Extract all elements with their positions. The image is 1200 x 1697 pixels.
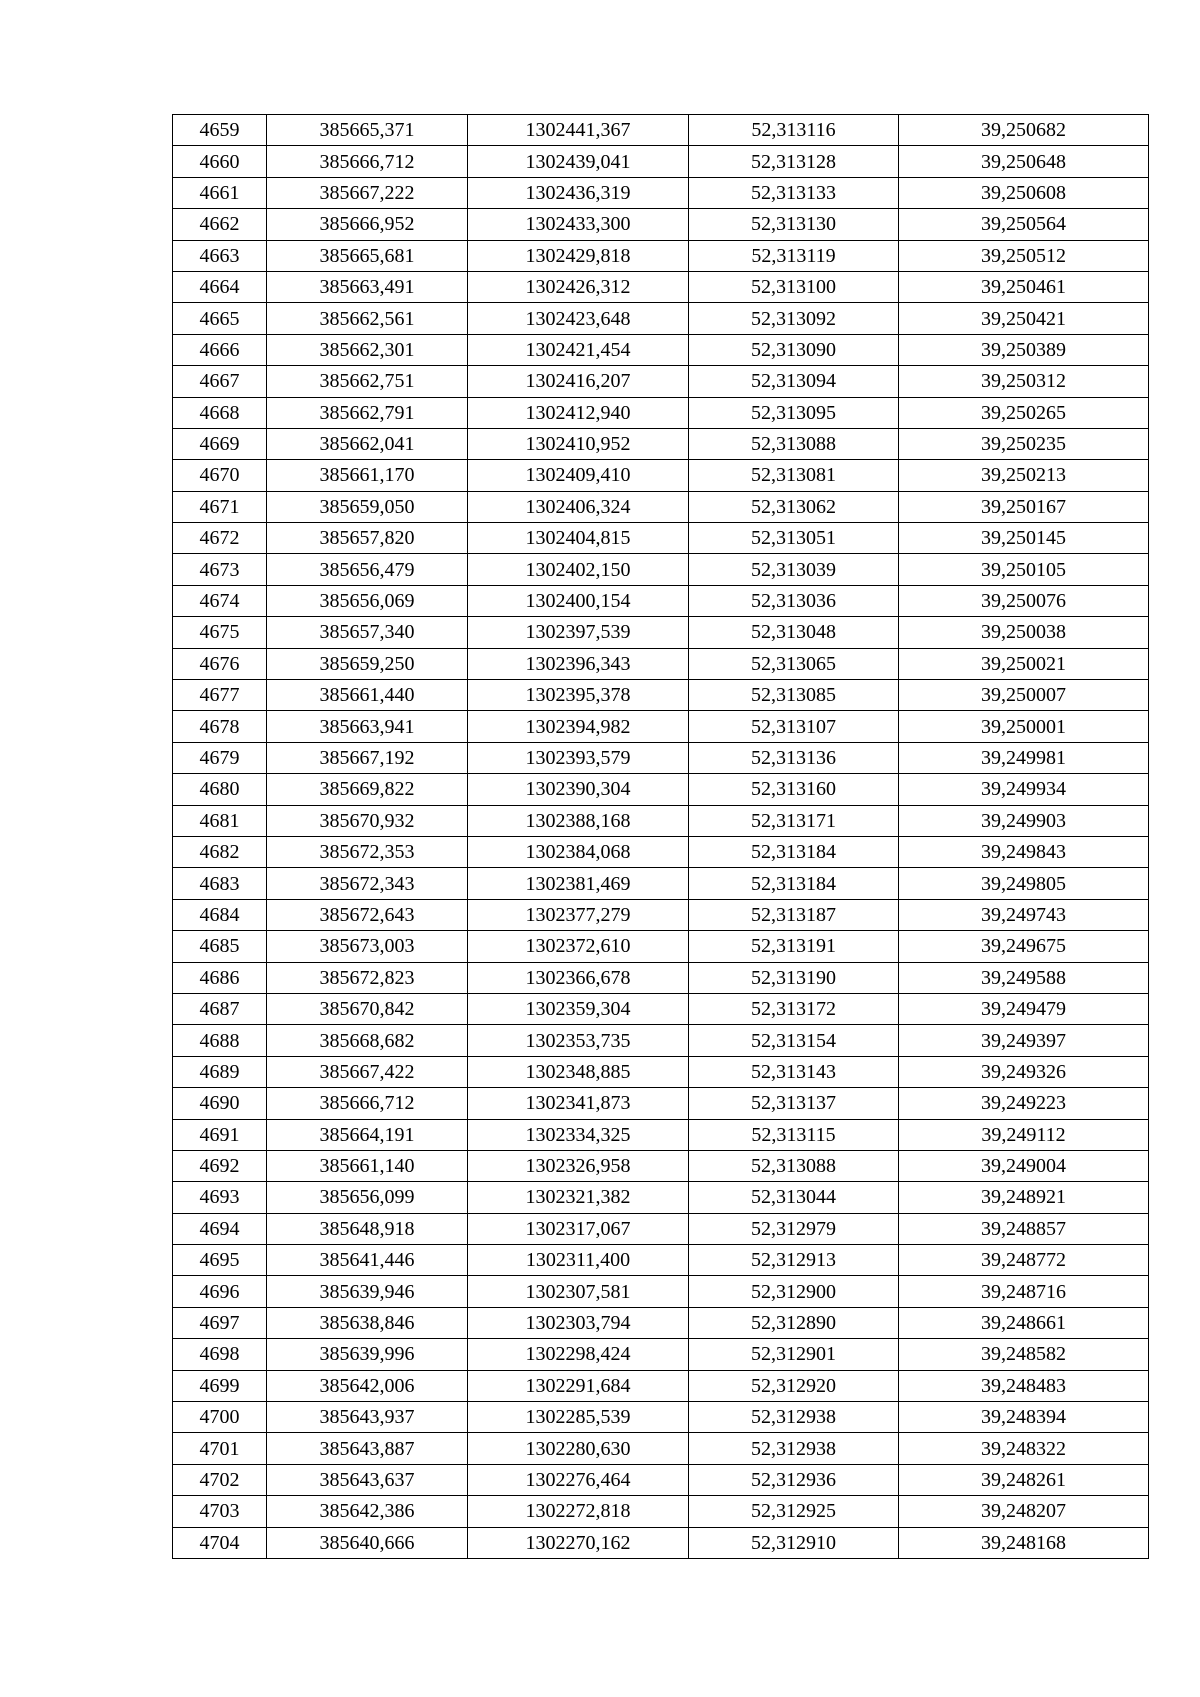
- point-number-cell: 4687: [173, 993, 267, 1024]
- latitude-cell: 52,313115: [689, 1119, 899, 1150]
- longitude-cell: 39,250105: [899, 554, 1149, 585]
- latitude-cell: 52,312936: [689, 1464, 899, 1495]
- longitude-cell: 39,250021: [899, 648, 1149, 679]
- y-coordinate-cell: 1302410,952: [468, 428, 689, 459]
- latitude-cell: 52,312938: [689, 1433, 899, 1464]
- latitude-cell: 52,313062: [689, 491, 899, 522]
- longitude-cell: 39,248394: [899, 1402, 1149, 1433]
- x-coordinate-cell: 385642,386: [267, 1496, 468, 1527]
- y-coordinate-cell: 1302384,068: [468, 836, 689, 867]
- point-number-cell: 4666: [173, 334, 267, 365]
- latitude-cell: 52,312979: [689, 1213, 899, 1244]
- y-coordinate-cell: 1302381,469: [468, 868, 689, 899]
- x-coordinate-cell: 385641,446: [267, 1245, 468, 1276]
- latitude-cell: 52,313051: [689, 523, 899, 554]
- point-number-cell: 4699: [173, 1370, 267, 1401]
- longitude-cell: 39,249223: [899, 1088, 1149, 1119]
- y-coordinate-cell: 1302390,304: [468, 774, 689, 805]
- point-number-cell: 4684: [173, 899, 267, 930]
- y-coordinate-cell: 1302276,464: [468, 1464, 689, 1495]
- y-coordinate-cell: 1302406,324: [468, 491, 689, 522]
- y-coordinate-cell: 1302334,325: [468, 1119, 689, 1150]
- y-coordinate-cell: 1302400,154: [468, 585, 689, 616]
- table-row: [173, 523, 1149, 554]
- latitude-cell: 52,313081: [689, 460, 899, 491]
- longitude-cell: 39,250001: [899, 711, 1149, 742]
- longitude-cell: 39,248261: [899, 1464, 1149, 1495]
- x-coordinate-cell: 385662,561: [267, 303, 468, 334]
- point-number-cell: 4700: [173, 1402, 267, 1433]
- point-number-cell: 4663: [173, 240, 267, 271]
- y-coordinate-cell: 1302412,940: [468, 397, 689, 428]
- latitude-cell: 52,313154: [689, 1025, 899, 1056]
- longitude-cell: 39,248483: [899, 1370, 1149, 1401]
- y-coordinate-cell: 1302393,579: [468, 742, 689, 773]
- table-row: [173, 1307, 1149, 1338]
- longitude-cell: 39,248168: [899, 1527, 1149, 1558]
- table-row: [173, 1464, 1149, 1495]
- x-coordinate-cell: 385638,846: [267, 1307, 468, 1338]
- table-row: [173, 240, 1149, 271]
- y-coordinate-cell: 1302394,982: [468, 711, 689, 742]
- longitude-cell: 39,250564: [899, 209, 1149, 240]
- longitude-cell: 39,248716: [899, 1276, 1149, 1307]
- x-coordinate-cell: 385666,952: [267, 209, 468, 240]
- x-coordinate-cell: 385659,050: [267, 491, 468, 522]
- point-number-cell: 4695: [173, 1245, 267, 1276]
- x-coordinate-cell: 385673,003: [267, 931, 468, 962]
- y-coordinate-cell: 1302416,207: [468, 366, 689, 397]
- table-row: [173, 1056, 1149, 1087]
- longitude-cell: 39,249326: [899, 1056, 1149, 1087]
- x-coordinate-cell: 385661,140: [267, 1150, 468, 1181]
- x-coordinate-cell: 385662,301: [267, 334, 468, 365]
- x-coordinate-cell: 385659,250: [267, 648, 468, 679]
- point-number-cell: 4697: [173, 1307, 267, 1338]
- x-coordinate-cell: 385667,422: [267, 1056, 468, 1087]
- latitude-cell: 52,312900: [689, 1276, 899, 1307]
- latitude-cell: 52,313171: [689, 805, 899, 836]
- longitude-cell: 39,249397: [899, 1025, 1149, 1056]
- x-coordinate-cell: 385666,712: [267, 1088, 468, 1119]
- longitude-cell: 39,248772: [899, 1245, 1149, 1276]
- y-coordinate-cell: 1302317,067: [468, 1213, 689, 1244]
- longitude-cell: 39,249981: [899, 742, 1149, 773]
- table-row: [173, 1025, 1149, 1056]
- point-number-cell: 4667: [173, 366, 267, 397]
- longitude-cell: 39,250648: [899, 146, 1149, 177]
- longitude-cell: 39,249479: [899, 993, 1149, 1024]
- y-coordinate-cell: 1302285,539: [468, 1402, 689, 1433]
- latitude-cell: 52,313094: [689, 366, 899, 397]
- point-number-cell: 4662: [173, 209, 267, 240]
- longitude-cell: 39,250145: [899, 523, 1149, 554]
- y-coordinate-cell: 1302326,958: [468, 1150, 689, 1181]
- latitude-cell: 52,313088: [689, 1150, 899, 1181]
- point-number-cell: 4688: [173, 1025, 267, 1056]
- x-coordinate-cell: 385639,946: [267, 1276, 468, 1307]
- point-number-cell: 4674: [173, 585, 267, 616]
- longitude-cell: 39,250312: [899, 366, 1149, 397]
- x-coordinate-cell: 385642,006: [267, 1370, 468, 1401]
- longitude-cell: 39,248582: [899, 1339, 1149, 1370]
- table-row: [173, 1150, 1149, 1181]
- latitude-cell: 52,313036: [689, 585, 899, 616]
- point-number-cell: 4665: [173, 303, 267, 334]
- longitude-cell: 39,248857: [899, 1213, 1149, 1244]
- latitude-cell: 52,312910: [689, 1527, 899, 1558]
- x-coordinate-cell: 385666,712: [267, 146, 468, 177]
- x-coordinate-cell: 385663,491: [267, 271, 468, 302]
- table-row: [173, 1119, 1149, 1150]
- latitude-cell: 52,313085: [689, 680, 899, 711]
- y-coordinate-cell: 1302429,818: [468, 240, 689, 271]
- longitude-cell: 39,250213: [899, 460, 1149, 491]
- y-coordinate-cell: 1302272,818: [468, 1496, 689, 1527]
- x-coordinate-cell: 385664,191: [267, 1119, 468, 1150]
- latitude-cell: 52,313128: [689, 146, 899, 177]
- longitude-cell: 39,250167: [899, 491, 1149, 522]
- y-coordinate-cell: 1302441,367: [468, 115, 689, 146]
- point-number-cell: 4701: [173, 1433, 267, 1464]
- table-row: [173, 554, 1149, 585]
- point-number-cell: 4668: [173, 397, 267, 428]
- latitude-cell: 52,313044: [689, 1182, 899, 1213]
- table-row: [173, 1276, 1149, 1307]
- table-row: [173, 585, 1149, 616]
- y-coordinate-cell: 1302298,424: [468, 1339, 689, 1370]
- latitude-cell: 52,313090: [689, 334, 899, 365]
- point-number-cell: 4672: [173, 523, 267, 554]
- latitude-cell: 52,313137: [689, 1088, 899, 1119]
- point-number-cell: 4669: [173, 428, 267, 459]
- table-row: [173, 1402, 1149, 1433]
- table-row: [173, 115, 1149, 146]
- x-coordinate-cell: 385669,822: [267, 774, 468, 805]
- latitude-cell: 52,313116: [689, 115, 899, 146]
- table-row: [173, 397, 1149, 428]
- table-row: [173, 962, 1149, 993]
- y-coordinate-cell: 1302359,304: [468, 993, 689, 1024]
- longitude-cell: 39,248322: [899, 1433, 1149, 1464]
- longitude-cell: 39,249934: [899, 774, 1149, 805]
- latitude-cell: 52,313191: [689, 931, 899, 962]
- x-coordinate-cell: 385667,192: [267, 742, 468, 773]
- point-number-cell: 4679: [173, 742, 267, 773]
- latitude-cell: 52,313095: [689, 397, 899, 428]
- longitude-cell: 39,249588: [899, 962, 1149, 993]
- latitude-cell: 52,313190: [689, 962, 899, 993]
- table-row: [173, 836, 1149, 867]
- x-coordinate-cell: 385668,682: [267, 1025, 468, 1056]
- x-coordinate-cell: 385656,099: [267, 1182, 468, 1213]
- x-coordinate-cell: 385656,479: [267, 554, 468, 585]
- latitude-cell: 52,313130: [689, 209, 899, 240]
- x-coordinate-cell: 385662,751: [267, 366, 468, 397]
- longitude-cell: 39,249805: [899, 868, 1149, 899]
- latitude-cell: 52,312913: [689, 1245, 899, 1276]
- x-coordinate-cell: 385648,918: [267, 1213, 468, 1244]
- point-number-cell: 4664: [173, 271, 267, 302]
- point-number-cell: 4681: [173, 805, 267, 836]
- point-number-cell: 4703: [173, 1496, 267, 1527]
- longitude-cell: 39,249903: [899, 805, 1149, 836]
- x-coordinate-cell: 385661,440: [267, 680, 468, 711]
- point-number-cell: 4692: [173, 1150, 267, 1181]
- table-row: [173, 742, 1149, 773]
- point-number-cell: 4660: [173, 146, 267, 177]
- longitude-cell: 39,250076: [899, 585, 1149, 616]
- table-row: [173, 711, 1149, 742]
- table-row: [173, 805, 1149, 836]
- longitude-cell: 39,248661: [899, 1307, 1149, 1338]
- longitude-cell: 39,249743: [899, 899, 1149, 930]
- longitude-cell: 39,248921: [899, 1182, 1149, 1213]
- point-number-cell: 4686: [173, 962, 267, 993]
- y-coordinate-cell: 1302280,630: [468, 1433, 689, 1464]
- point-number-cell: 4698: [173, 1339, 267, 1370]
- table-row: [173, 1433, 1149, 1464]
- table-row: [173, 271, 1149, 302]
- longitude-cell: 39,250682: [899, 115, 1149, 146]
- table-row: [173, 491, 1149, 522]
- x-coordinate-cell: 385643,887: [267, 1433, 468, 1464]
- latitude-cell: 52,312920: [689, 1370, 899, 1401]
- point-number-cell: 4670: [173, 460, 267, 491]
- point-number-cell: 4675: [173, 617, 267, 648]
- x-coordinate-cell: 385639,996: [267, 1339, 468, 1370]
- y-coordinate-cell: 1302397,539: [468, 617, 689, 648]
- longitude-cell: 39,248207: [899, 1496, 1149, 1527]
- longitude-cell: 39,249004: [899, 1150, 1149, 1181]
- table-row: [173, 899, 1149, 930]
- table-row: [173, 1496, 1149, 1527]
- point-number-cell: 4671: [173, 491, 267, 522]
- latitude-cell: 52,313187: [689, 899, 899, 930]
- point-number-cell: 4689: [173, 1056, 267, 1087]
- y-coordinate-cell: 1302270,162: [468, 1527, 689, 1558]
- latitude-cell: 52,313100: [689, 271, 899, 302]
- table-row: [173, 460, 1149, 491]
- point-number-cell: 4691: [173, 1119, 267, 1150]
- point-number-cell: 4683: [173, 868, 267, 899]
- y-coordinate-cell: 1302377,279: [468, 899, 689, 930]
- latitude-cell: 52,313160: [689, 774, 899, 805]
- point-number-cell: 4676: [173, 648, 267, 679]
- point-number-cell: 4693: [173, 1182, 267, 1213]
- latitude-cell: 52,312901: [689, 1339, 899, 1370]
- latitude-cell: 52,313065: [689, 648, 899, 679]
- y-coordinate-cell: 1302311,400: [468, 1245, 689, 1276]
- table-row: [173, 774, 1149, 805]
- y-coordinate-cell: 1302395,378: [468, 680, 689, 711]
- point-number-cell: 4690: [173, 1088, 267, 1119]
- longitude-cell: 39,250389: [899, 334, 1149, 365]
- point-number-cell: 4680: [173, 774, 267, 805]
- longitude-cell: 39,250235: [899, 428, 1149, 459]
- table-row: [173, 1213, 1149, 1244]
- latitude-cell: 52,312938: [689, 1402, 899, 1433]
- x-coordinate-cell: 385670,842: [267, 993, 468, 1024]
- coordinates-table: [172, 114, 1149, 1559]
- x-coordinate-cell: 385672,353: [267, 836, 468, 867]
- longitude-cell: 39,250265: [899, 397, 1149, 428]
- table-row: [173, 146, 1149, 177]
- longitude-cell: 39,250461: [899, 271, 1149, 302]
- y-coordinate-cell: 1302307,581: [468, 1276, 689, 1307]
- latitude-cell: 52,313088: [689, 428, 899, 459]
- table-row: [173, 366, 1149, 397]
- y-coordinate-cell: 1302366,678: [468, 962, 689, 993]
- longitude-cell: 39,249112: [899, 1119, 1149, 1150]
- table-row: [173, 868, 1149, 899]
- y-coordinate-cell: 1302402,150: [468, 554, 689, 585]
- table-row: [173, 1339, 1149, 1370]
- table-row: [173, 1527, 1149, 1558]
- table-row: [173, 1088, 1149, 1119]
- y-coordinate-cell: 1302439,041: [468, 146, 689, 177]
- table-row: [173, 209, 1149, 240]
- y-coordinate-cell: 1302372,610: [468, 931, 689, 962]
- x-coordinate-cell: 385663,941: [267, 711, 468, 742]
- y-coordinate-cell: 1302353,735: [468, 1025, 689, 1056]
- longitude-cell: 39,250608: [899, 177, 1149, 208]
- latitude-cell: 52,313119: [689, 240, 899, 271]
- point-number-cell: 4694: [173, 1213, 267, 1244]
- x-coordinate-cell: 385667,222: [267, 177, 468, 208]
- x-coordinate-cell: 385657,820: [267, 523, 468, 554]
- table-row: [173, 177, 1149, 208]
- table-row: [173, 428, 1149, 459]
- y-coordinate-cell: 1302436,319: [468, 177, 689, 208]
- longitude-cell: 39,250421: [899, 303, 1149, 334]
- x-coordinate-cell: 385665,681: [267, 240, 468, 271]
- x-coordinate-cell: 385640,666: [267, 1527, 468, 1558]
- point-number-cell: 4704: [173, 1527, 267, 1558]
- x-coordinate-cell: 385670,932: [267, 805, 468, 836]
- point-number-cell: 4673: [173, 554, 267, 585]
- x-coordinate-cell: 385662,791: [267, 397, 468, 428]
- table-row: [173, 303, 1149, 334]
- latitude-cell: 52,313092: [689, 303, 899, 334]
- x-coordinate-cell: 385672,643: [267, 899, 468, 930]
- table-row: [173, 931, 1149, 962]
- y-coordinate-cell: 1302409,410: [468, 460, 689, 491]
- x-coordinate-cell: 385656,069: [267, 585, 468, 616]
- longitude-cell: 39,249843: [899, 836, 1149, 867]
- table-body: [173, 115, 1149, 1559]
- y-coordinate-cell: 1302404,815: [468, 523, 689, 554]
- y-coordinate-cell: 1302388,168: [468, 805, 689, 836]
- y-coordinate-cell: 1302433,300: [468, 209, 689, 240]
- x-coordinate-cell: 385672,343: [267, 868, 468, 899]
- latitude-cell: 52,313039: [689, 554, 899, 585]
- table-row: [173, 680, 1149, 711]
- point-number-cell: 4677: [173, 680, 267, 711]
- latitude-cell: 52,313184: [689, 868, 899, 899]
- x-coordinate-cell: 385662,041: [267, 428, 468, 459]
- table-row: [173, 648, 1149, 679]
- latitude-cell: 52,313184: [689, 836, 899, 867]
- point-number-cell: 4696: [173, 1276, 267, 1307]
- longitude-cell: 39,250512: [899, 240, 1149, 271]
- table-row: [173, 617, 1149, 648]
- latitude-cell: 52,312890: [689, 1307, 899, 1338]
- latitude-cell: 52,312925: [689, 1496, 899, 1527]
- table-row: [173, 1245, 1149, 1276]
- latitude-cell: 52,313143: [689, 1056, 899, 1087]
- y-coordinate-cell: 1302303,794: [468, 1307, 689, 1338]
- point-number-cell: 4659: [173, 115, 267, 146]
- x-coordinate-cell: 385643,937: [267, 1402, 468, 1433]
- x-coordinate-cell: 385657,340: [267, 617, 468, 648]
- latitude-cell: 52,313133: [689, 177, 899, 208]
- table-row: [173, 334, 1149, 365]
- latitude-cell: 52,313136: [689, 742, 899, 773]
- point-number-cell: 4682: [173, 836, 267, 867]
- y-coordinate-cell: 1302426,312: [468, 271, 689, 302]
- x-coordinate-cell: 385661,170: [267, 460, 468, 491]
- longitude-cell: 39,249675: [899, 931, 1149, 962]
- latitude-cell: 52,313048: [689, 617, 899, 648]
- y-coordinate-cell: 1302321,382: [468, 1182, 689, 1213]
- table-row: [173, 993, 1149, 1024]
- x-coordinate-cell: 385672,823: [267, 962, 468, 993]
- longitude-cell: 39,250007: [899, 680, 1149, 711]
- point-number-cell: 4678: [173, 711, 267, 742]
- y-coordinate-cell: 1302423,648: [468, 303, 689, 334]
- x-coordinate-cell: 385665,371: [267, 115, 468, 146]
- y-coordinate-cell: 1302421,454: [468, 334, 689, 365]
- point-number-cell: 4702: [173, 1464, 267, 1495]
- y-coordinate-cell: 1302291,684: [468, 1370, 689, 1401]
- y-coordinate-cell: 1302348,885: [468, 1056, 689, 1087]
- y-coordinate-cell: 1302396,343: [468, 648, 689, 679]
- x-coordinate-cell: 385643,637: [267, 1464, 468, 1495]
- table-row: [173, 1182, 1149, 1213]
- point-number-cell: 4685: [173, 931, 267, 962]
- table-row: [173, 1370, 1149, 1401]
- latitude-cell: 52,313107: [689, 711, 899, 742]
- point-number-cell: 4661: [173, 177, 267, 208]
- y-coordinate-cell: 1302341,873: [468, 1088, 689, 1119]
- latitude-cell: 52,313172: [689, 993, 899, 1024]
- longitude-cell: 39,250038: [899, 617, 1149, 648]
